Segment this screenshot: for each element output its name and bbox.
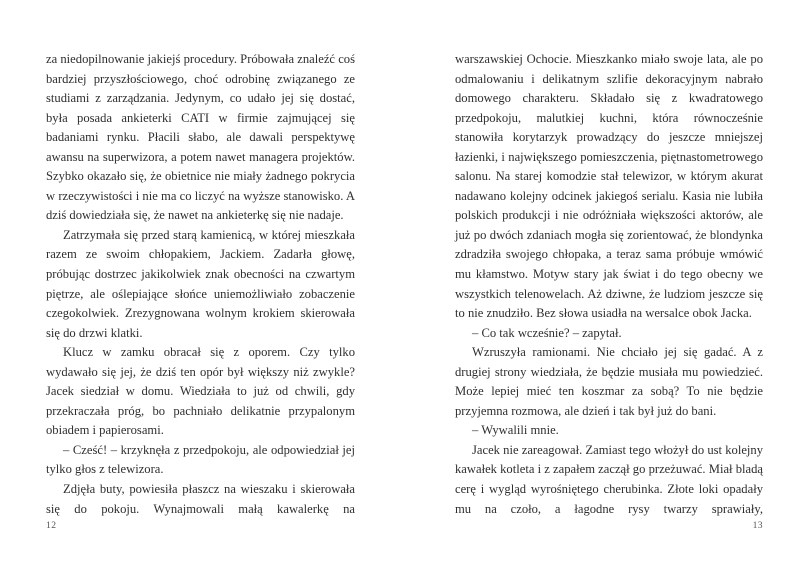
page-number-right: 13	[752, 520, 763, 531]
page-right-textblock	[455, 50, 763, 519]
paragraph: Jacek nie zareagował. Zamiast tego włożył do ust kolejny kawałek kotleta i z zapałem zaczął go przeżuwać. Miał bladą cerę i wygląd wyrośniętego cherubinka. Złote loki opadały mu na czoło, a łagodne rysy twarzy sprawiały,	[455, 442, 763, 516]
paragraph: Zdjęła buty, powiesiła płaszcz na wieszaku i skierowała się do pokoju. Wynajmowali małą kawalerkę na	[46, 482, 355, 516]
paragraph: Zatrzymała się przed starą kamienicą, w której mieszkała razem ze swoim chłopakiem, Jackiem. Zadarła głowę, próbując dostrzec jakikolwiek znak obecności na czwartym piętrze, ale oślepiające słońce uniemożliwiało zobaczenie czegokolwiek. Zrezygnowana wolnym krokiem skierowała się do drzwi klatki.	[46, 227, 355, 340]
paragraph: Klucz w zamku obracał się z oporem. Czy tylko wydawało się jej, że dziś ten opór był większy niż zwykle? Jacek siedział w domu. Wiedziała to już od chwili, gdy przekraczała próg, bo pachniało delikatnie przypalonym obiadem i papierosami.	[46, 345, 355, 438]
paragraph: warszawskiej Ochocie. Mieszkanko miało swoje lata, ale po odmalowaniu i delikatnym szlifie dekoracyjnym nabrało domowego charakteru. Składało się z kwadratowego przedpokoju, malutkiej kuchni, która równocześnie stanowiła korytarzyk prowadzący do jeszcze mniejszej łazienki, i największego pomieszczenia, piętnastometrowego salonu. Na starej komodzie stał telewizor, w którym akurat nadawano kolejny odcinek jakiegoś serialu. Kasia nie lubiła polskich produkcji i nie odróżniała większości aktorów, ale już po dwóch zdaniach mogła się zorientować, że blondynka zdradziła swojego chłopaka, a teraz sama próbuje wmówić mu kłamstwo. Motyw stary jak świat i do tego obecny we wszystkich telenowelach. Aż dziwne, że ludziom jeszcze się to nie znudziło. Bez słowa usiadła na wersalce obok Jacka.	[455, 52, 763, 321]
page-left-textblock	[46, 50, 355, 519]
paragraph: Wzruszyła ramionami. Nie chciało jej się gadać. A z drugiej strony wiedziała, że będzie musiała mu powiedzieć. Może lepiej mieć ten koszmar za sobą? To nie będzie przyjemna rozmowa, ale dzień i tak był już do bani.	[455, 345, 763, 418]
paragraph: – Wywalili mnie.	[472, 423, 559, 438]
page-right	[400, 0, 800, 565]
paragraph: – Cześć! – krzyknęła z przedpokoju, ale odpowiedział jej tylko głos z telewizora.	[46, 442, 355, 477]
paragraph: – Co tak wcześnie? – zapytał.	[472, 325, 622, 340]
page-number-left: 12	[46, 520, 57, 531]
paragraph: za niedopilnowanie jakiejś procedury. Próbowała znaleźć coś bardziej przyszłościowego, choć odrobinę związanego ze studiami z zarządzania. Jedynym, co udało jej się dostać, była posada ankieterki CATI w firmie zajmującej się badaniami rynku. Płacili słabo, ale dawali perspektywę awansu na superwizora, a potem nawet managera projektów. Szybko okazało się, że obietnice nie miały żadnego pokrycia w rzeczywistości i nie ma co liczyć na wyższe stanowisko. A dziś dowiedziała się, że nawet na ankieterkę się nie nadaje.	[46, 52, 355, 223]
